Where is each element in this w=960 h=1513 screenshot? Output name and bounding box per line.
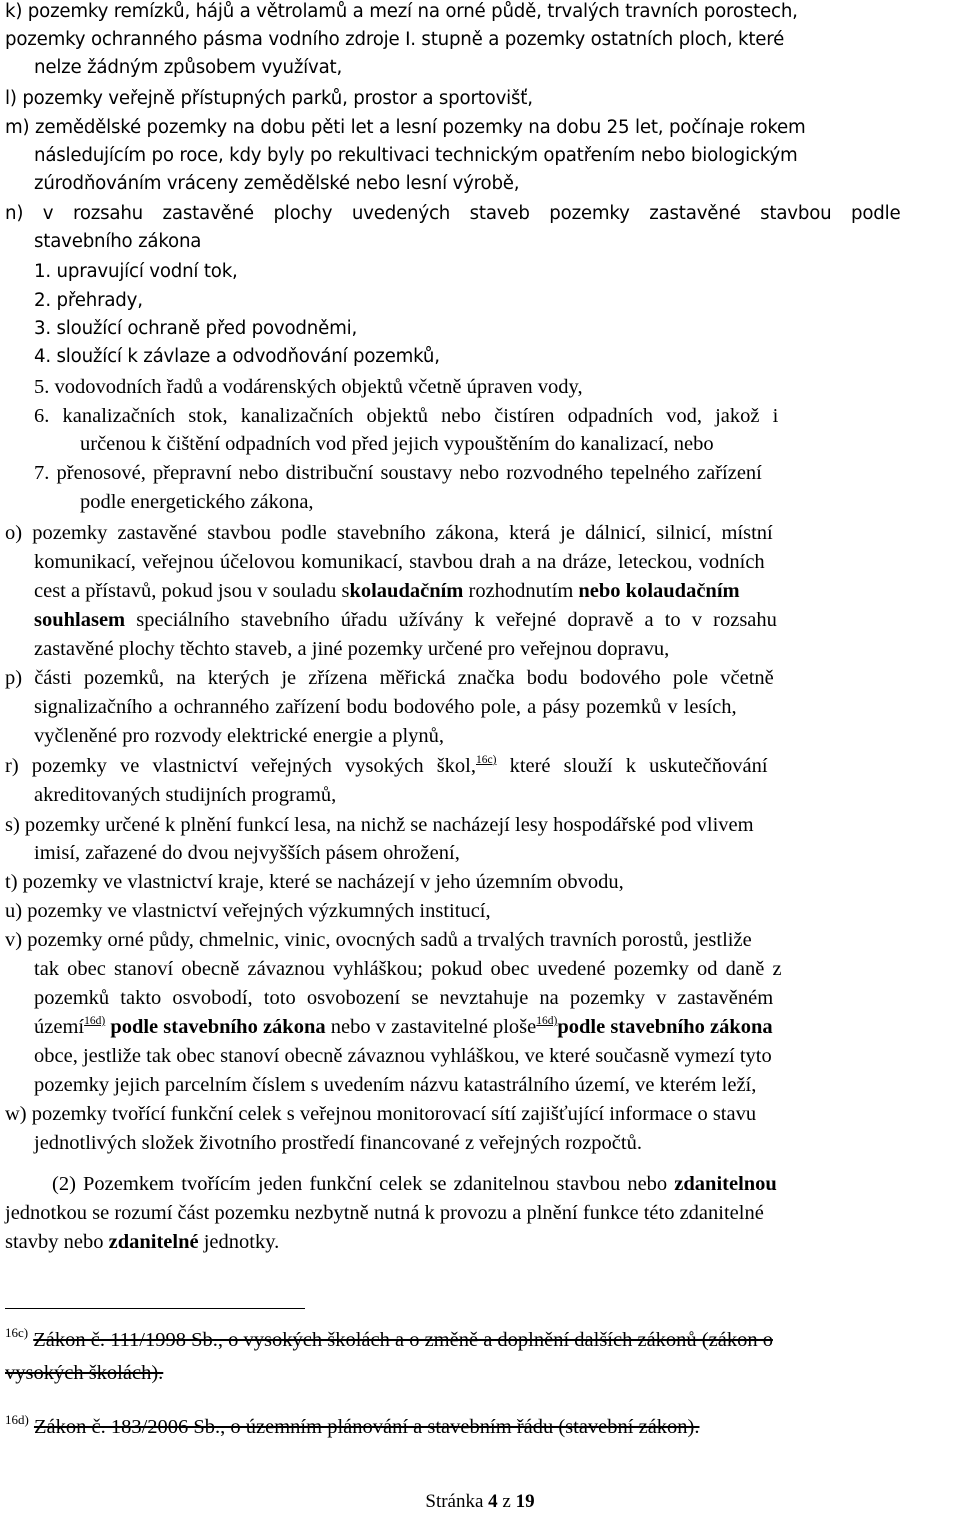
paragraph-2-line [52, 1174, 777, 1195]
paragraph-2-line [5, 1203, 764, 1224]
list-item-3 [34, 320, 357, 338]
paragraph-v-line [34, 988, 773, 1009]
text: stavebního zákona [34, 231, 202, 252]
paragraph-v-line [34, 1075, 756, 1096]
text: speciálního stavebního úřadu užívány k veřejné dopravě a to v rozsahu [136, 609, 777, 631]
text: obce, jestliže tak obec stanoví obecně závaznou vyhláškou, ve které současně vymezí tyto [34, 1045, 772, 1067]
text: (2) Pozemkem tvořícím jeden funkční celek se zdanitelnou stavbou nebo [52, 1173, 668, 1195]
page-of: z [502, 1491, 511, 1512]
text: stavby nebo [5, 1231, 104, 1253]
paragraph-m-line [5, 119, 806, 137]
paragraph-t [5, 872, 624, 893]
paragraph-v-line [34, 1017, 773, 1038]
emphasis: zdanitelné [108, 1231, 199, 1253]
text: tak obec stanoví obecně závaznou vyhláškou; pokud obec uvedené pozemky od daně z [34, 958, 782, 980]
text: 6. kanalizačních stok, kanalizačních objektů nebo čistíren odpadních vod, jakož i [34, 405, 779, 427]
text: v) pozemky orné půdy, chmelnic, vinic, ovocných sadů a trvalých travních porostů, jestliže [5, 929, 752, 951]
page-label: Stránka [425, 1491, 484, 1512]
current-page: 4 [488, 1491, 498, 1512]
paragraph-p-line [34, 697, 737, 718]
text: s) pozemky určené k plnění funkcí lesa, na nichž se nacházejí lesy hospodářské pod vlivem [5, 814, 754, 836]
paragraph-w-line [5, 1104, 756, 1125]
text: w) pozemky tvořící funkční celek s veřejnou monitorovací sítí zajišťující informace o stavu [5, 1103, 757, 1125]
text: 5. vodovodních řadů a vodárenských objektů včetně úpraven vody, [34, 376, 583, 398]
footnote-text: Zákon č. 111/1998 Sb., o vysokých školách a o změně a doplnění dalších zákonů (zákon o [33, 1329, 773, 1351]
text: zastavěné plochy těchto staveb, a jiné pozemky určené pro veřejnou dopravu, [34, 638, 670, 660]
text: rozhodnutím [468, 580, 574, 602]
text: l) pozemky veřejně přístupných parků, prostor a sportovišť, [5, 88, 533, 109]
paragraph-r-line [34, 785, 336, 806]
paragraph-o-line [34, 610, 777, 631]
total-pages: 19 [515, 1491, 535, 1512]
footnote-ref: 16c) [476, 754, 497, 766]
paragraph-m-line [34, 147, 798, 165]
text: imisí, zařazené do dvou nejvyšších pásem ohrožení, [34, 842, 460, 864]
footnote-text: Zákon č. 183/2006 Sb., o územním plánování a stavebním řádu (stavební zákon). [33, 1416, 700, 1438]
list-item-4 [34, 348, 440, 366]
page-number [0, 1492, 960, 1511]
text: k) pozemky remízků, hájů a větrolamů a mezí na orné půdě, trvalých travních porostech, [5, 1, 798, 22]
paragraph-l [5, 90, 533, 108]
paragraph-o-line [34, 581, 740, 602]
text: určenou k čištění odpadních vod před jejich vypouštěním do kanalizací, nebo [80, 433, 714, 455]
paragraph-o-line [5, 523, 773, 544]
list-item-1 [34, 263, 238, 281]
text: nelze žádným způsobem využívat, [34, 57, 343, 78]
text: o) pozemky zastavěné stavbou podle stavebního zákona, která je dálnicí, silnicí, místní [5, 522, 773, 544]
text: p) části pozemků, na kterých je zřízena měřická značka bodu bodového pole včetně [5, 667, 774, 689]
paragraph-v-line [5, 930, 752, 951]
paragraph-k-line [5, 3, 955, 21]
text: cest a přístavů, pokud jsou v souladu s [34, 580, 350, 602]
paragraph-k-line [34, 59, 342, 77]
footnote-16d [5, 1412, 700, 1438]
text: u) pozemky ve vlastnictví veřejných výzkumných institucí, [5, 900, 491, 922]
paragraph-w-line [34, 1133, 642, 1154]
text: pozemků takto osvobodí, toto osvobození se nevztahuje na pozemky v zastavěném [34, 987, 774, 1009]
text: 4. sloužící k závlaze a odvodňování pozemků, [34, 346, 440, 367]
text: jednotlivých složek životního prostředí financované z veřejných rozpočtů. [34, 1132, 642, 1154]
text: následujícím po roce, kdy byly po rekultivaci technickým opatřením nebo biologickým [34, 145, 798, 166]
paragraph-o-line [34, 639, 669, 660]
emphasis: kolaudačním [349, 580, 464, 602]
paragraph-k-line [5, 31, 955, 49]
footnote-marker: 16d) [5, 1412, 29, 1427]
footnote-marker: 16c) [5, 1325, 29, 1340]
paragraph-s-line [5, 815, 754, 836]
list-item-7-cont [80, 492, 314, 513]
paragraph-s-line [34, 843, 460, 864]
footnote-separator [5, 1308, 305, 1309]
paragraph-p-line [34, 726, 444, 747]
paragraph-u [5, 901, 491, 922]
text: 2. přehrady, [34, 290, 143, 311]
footnote-ref: 16d) [536, 1015, 558, 1027]
text: vyčleněné pro rozvody elektrické energie a plynů, [34, 725, 445, 747]
text: jednotkou se rozumí část pozemku nezbytně nutná k provozu a plnění funkce této zdanitelné [5, 1202, 764, 1224]
text: akreditovaných studijních programů, [34, 784, 337, 806]
paragraph-v-line [34, 959, 782, 980]
paragraph-p-line [5, 668, 774, 689]
emphasis: podle stavebního zákona [110, 1016, 326, 1038]
paragraph-r-line [5, 756, 768, 777]
paragraph-n-line [5, 205, 901, 223]
footnote-16c [5, 1325, 773, 1351]
text: pozemky ochranného pásma vodního zdroje I. stupně a pozemky ostatních ploch, které [5, 29, 785, 50]
paragraph-m-line [34, 175, 519, 193]
footnote-16c-cont [5, 1363, 163, 1384]
text: pozemky jejich parcelním číslem s uvedením názvu katastrálního území, ve kterém leží, [34, 1074, 757, 1096]
text: t) pozemky ve vlastnictví kraje, které se nacházejí v jeho územním obvodu, [5, 871, 624, 893]
paragraph-2-line [5, 1232, 279, 1253]
text: 3. sloužící ochraně před povodněmi, [34, 318, 358, 339]
text: r) pozemky ve vlastnictví veřejných vysokých škol, [5, 755, 476, 777]
list-item-5 [34, 377, 583, 398]
list-item-6 [34, 406, 778, 427]
footnote-ref: 16d) [84, 1015, 106, 1027]
footnote-text: vysokých školách). [5, 1362, 164, 1384]
text: území [34, 1016, 85, 1038]
text: které slouží k uskutečňování [509, 755, 768, 777]
text: jednotky. [203, 1231, 280, 1253]
text: 1. upravující vodní tok, [34, 261, 238, 282]
paragraph-o-line [34, 552, 765, 573]
list-item-6-cont [80, 434, 714, 455]
text: zúrodňováním vráceny zemědělské nebo lesní výrobě, [34, 173, 520, 194]
text: komunikací, veřejnou účelovou komunikací, stavbou drah a na dráze, leteckou, vodních [34, 551, 765, 573]
text: nebo v zastavitelné ploše [330, 1016, 537, 1038]
list-item-2 [34, 292, 143, 310]
emphasis: souhlasem [34, 609, 126, 631]
text: 7. přenosové, přepravní nebo distribuční soustavy nebo rozvodného tepelného zařízení [34, 462, 762, 484]
text: podle energetického zákona, [80, 491, 314, 513]
paragraph-v-line [34, 1046, 772, 1067]
text: m) zemědělské pozemky na dobu pěti let a lesní pozemky na dobu 25 let, počínaje rokem [5, 117, 806, 138]
text: signalizačního a ochranného zařízení bodu bodového pole, a pásy pozemků v lesích, [34, 696, 737, 718]
text: n) v rozsahu zastavěné plochy uvedených staveb pozemky zastavěné stavbou podle [5, 203, 901, 224]
emphasis: nebo kolaudačním [578, 580, 740, 602]
emphasis: podle stavebního zákona [557, 1016, 773, 1038]
list-item-7 [34, 463, 762, 484]
emphasis: zdanitelnou [674, 1173, 777, 1195]
paragraph-n-line [34, 233, 201, 251]
